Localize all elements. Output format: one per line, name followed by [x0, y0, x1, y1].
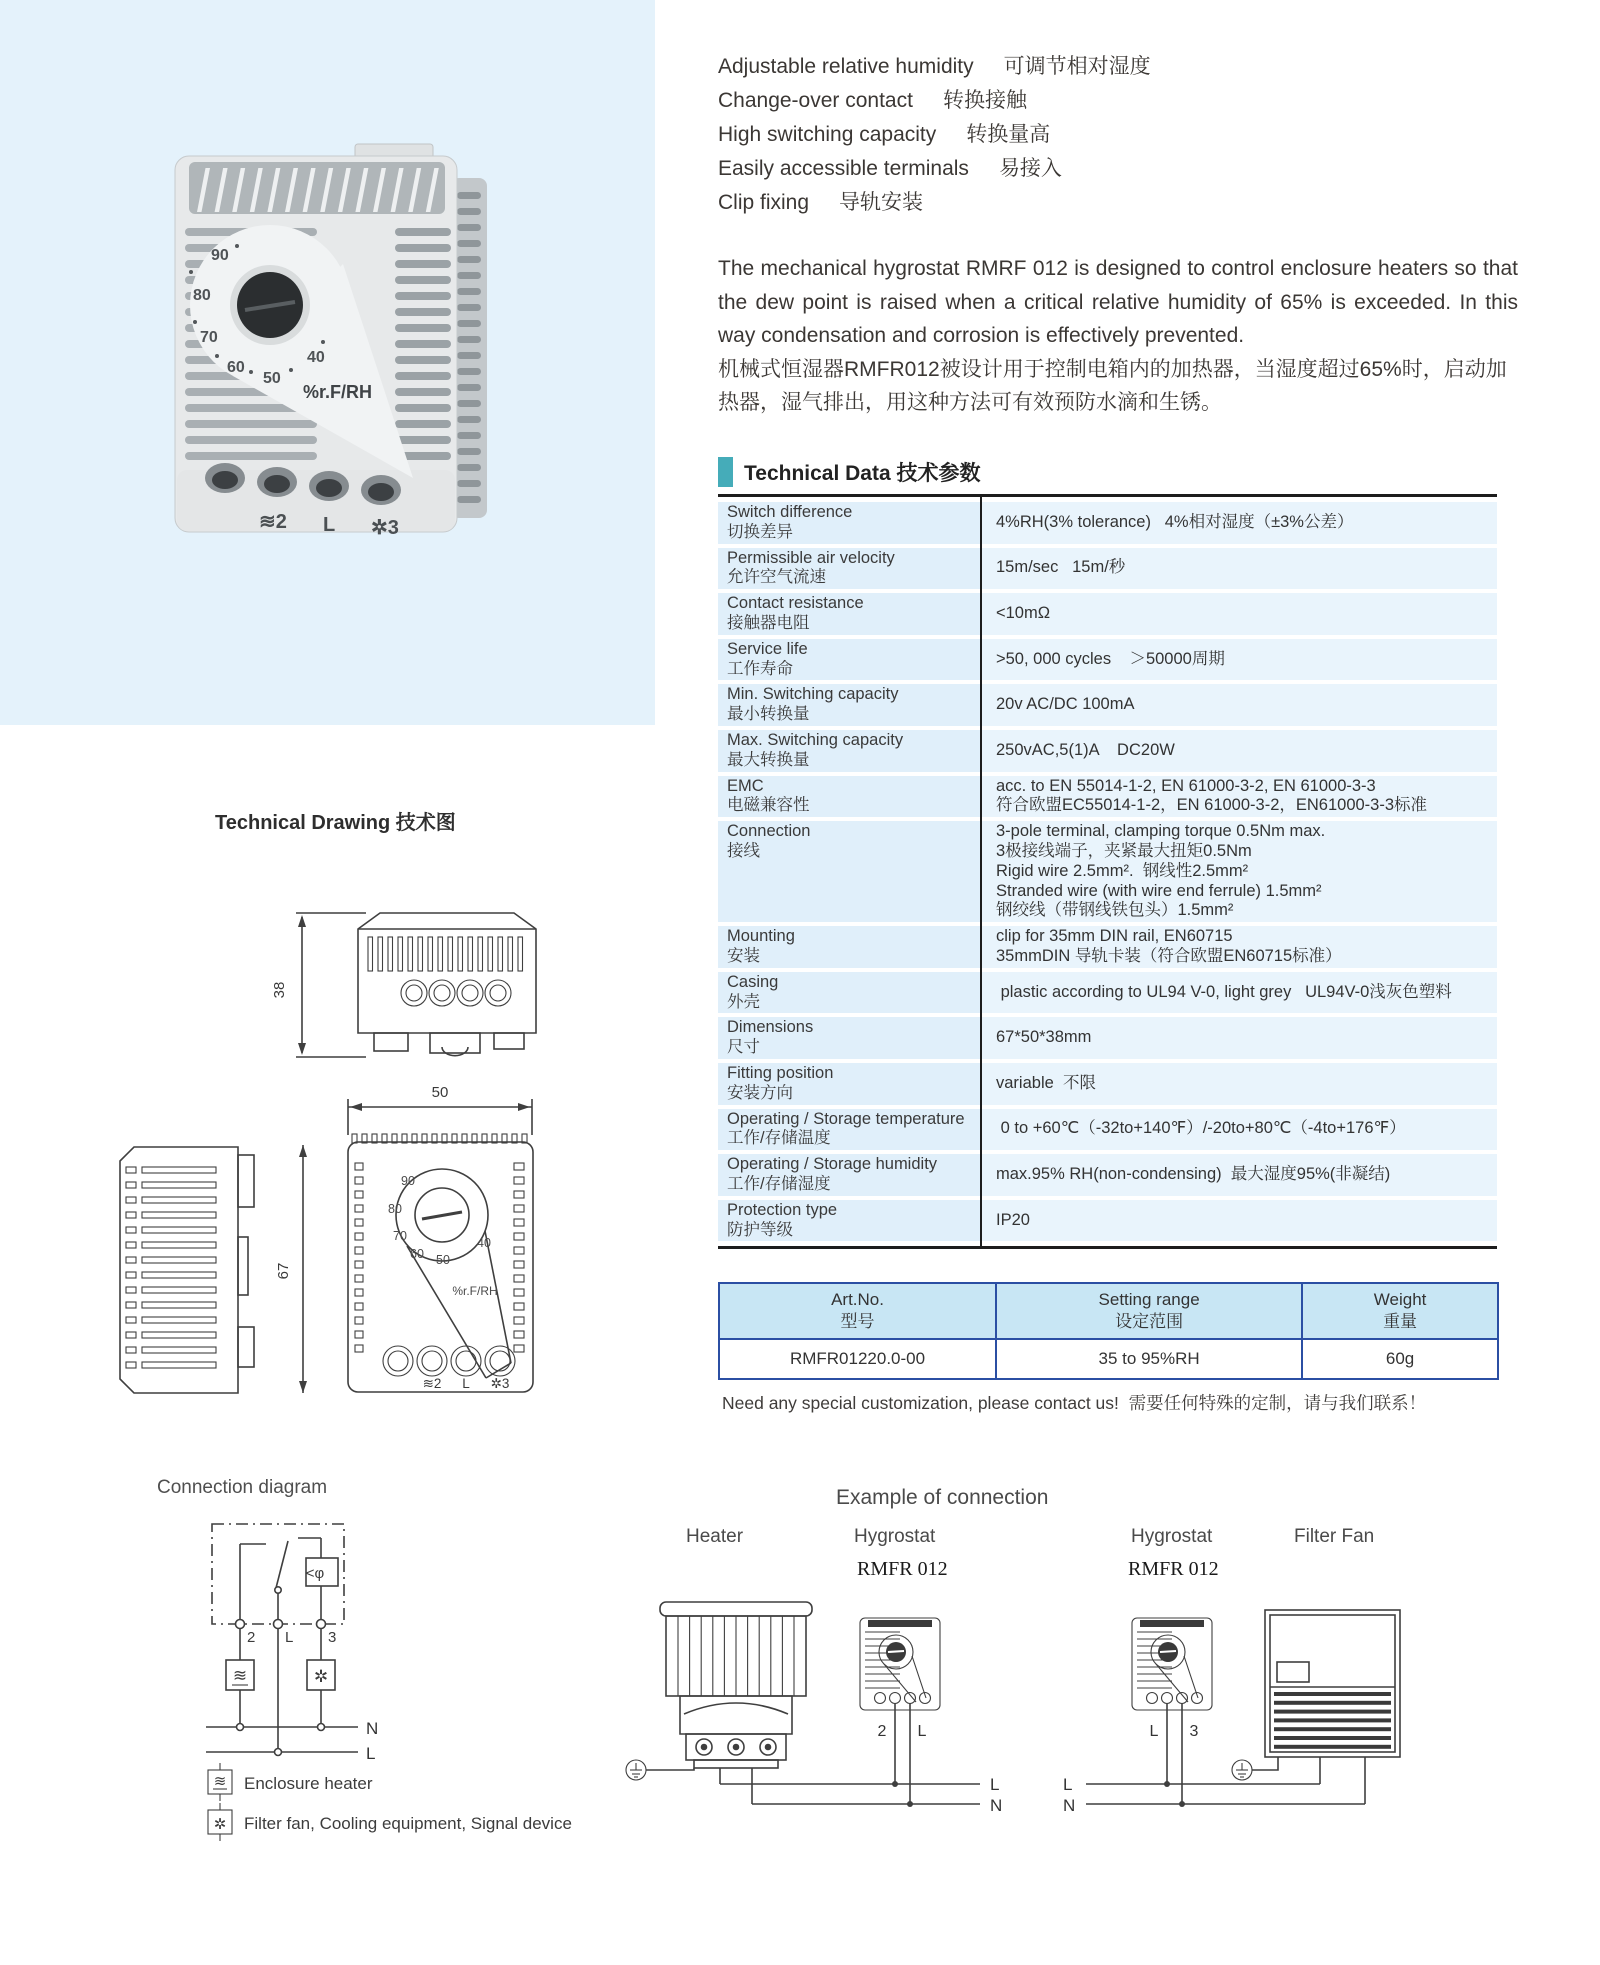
tech-row-value: 3-pole terminal, clamping torque 0.5Nm max. 3极接线端子，夹紧最大扭矩0.5Nm Rigid wire 2.5mm². 钢线性2.5mm² Stranded wire (with wire end ferrule) 1.5mm² 钢绞线（带钢线铁包头）1.5mm²: [980, 821, 1497, 922]
drawing-dial-unit: %r.F/RH: [452, 1284, 498, 1298]
example-hygrostat2-model: RMFR 012: [1128, 1558, 1219, 1580]
tech-row-label: Service life 工作寿命: [718, 639, 980, 681]
feature-item: Easily accessible terminals 易接入: [718, 157, 1062, 180]
example-diagram: [620, 1592, 1500, 1862]
hygrostat1-terminal-l: L: [917, 1723, 927, 1740]
terminal-label-2: 2: [247, 1629, 256, 1646]
order-header-cell: Art.No. 型号: [831, 1290, 884, 1331]
photo-top-vent-band: [189, 162, 445, 214]
tech-row-label: Min. Switching capacity 最小转换量: [718, 684, 980, 726]
tech-row-value: acc. to EN 55014-1-2, EN 61000-3-2, EN 61000-3-3 符合欧盟EC55014-1-2，EN 61000-3-2，EN61000-3-3标准: [980, 776, 1497, 818]
order-data-cell: 60g: [1301, 1340, 1497, 1378]
tech-row-value: >50, 000 cycles ＞50000周期: [980, 639, 1497, 681]
order-table: [718, 1282, 1499, 1380]
tech-row-label: Mounting 安装: [718, 926, 980, 968]
description-en: The mechanical hygrostat RMRF 012 is designed to control enclosure heaters so that the dew point is raised when a critical relative humidity of 65% is exceeded. In this way condensation and corrosion is effectively prevented.: [718, 257, 1518, 347]
example-fan-label: Filter Fan: [1294, 1526, 1375, 1547]
connection-diagram: [168, 1508, 598, 1853]
tech-row: [718, 1109, 1497, 1151]
accent-bar: [718, 457, 733, 487]
tech-row-label: EMC 电磁兼容性: [718, 776, 980, 818]
tech-row-value: variable 不限: [980, 1063, 1497, 1105]
tech-row-value: clip for 35mm DIN rail, EN60715 35mmDIN 导轨卡装（符合欧盟EN60715标准）: [980, 926, 1497, 968]
tech-row-value: 250vAC,5(1)A DC20W: [980, 730, 1497, 772]
drawing-terminal-label: ≋2: [422, 1376, 442, 1391]
legend-fan-icon: ✲: [213, 1816, 227, 1833]
tech-row-value: 20v AC/DC 100mA: [980, 684, 1497, 726]
tech-row: [718, 548, 1497, 590]
legend-filter-fan: Filter fan, Cooling equipment, Signal device: [244, 1814, 572, 1833]
humidity-symbol: <φ: [305, 1565, 325, 1582]
photo-dial-number: 50: [263, 370, 281, 387]
feature-item: Adjustable relative humidity 可调节相对湿度: [718, 55, 1151, 78]
drawing-dial-number: 50: [436, 1253, 450, 1267]
technical-data-title: Technical Data 技术参数: [744, 462, 981, 485]
tech-row: [718, 972, 1497, 1014]
photo-dial-unit: %r.F/RH: [303, 382, 373, 402]
photo-terminal-label: ✲3: [371, 517, 399, 539]
tech-row-label: Operating / Storage humidity 工作/存储湿度: [718, 1154, 980, 1196]
feature-item: High switching capacity 转换量高: [718, 123, 1051, 146]
tech-row: [718, 776, 1497, 818]
tech-row: [718, 1017, 1497, 1059]
tech-row-label: Protection type 防护等级: [718, 1200, 980, 1242]
terminal-label-l: L: [285, 1629, 294, 1646]
technical-drawing-title: Technical Drawing 技术图: [215, 812, 456, 834]
line-l-label: L: [366, 1744, 376, 1763]
tech-row-label: Casing 外壳: [718, 972, 980, 1014]
tech-row-label: Connection 接线: [718, 821, 980, 922]
tech-row-label: Fitting position 安装方向: [718, 1063, 980, 1105]
example-title: Example of connection: [836, 1486, 1049, 1509]
tech-row-label: Contact resistance 接触器电阻: [718, 593, 980, 635]
tech-row-value: plastic according to UL94 V-0, light grey UL94V-0浅灰色塑料: [980, 972, 1497, 1014]
dim-height-label: 67: [275, 1262, 292, 1280]
tech-row-value: 67*50*38mm: [980, 1017, 1497, 1059]
photo-dial-number: 80: [193, 287, 211, 304]
product-photo: [155, 100, 500, 550]
terminal-label-3: 3: [328, 1629, 337, 1646]
ground-symbol: [1232, 1760, 1252, 1780]
tech-row: [718, 821, 1497, 922]
order-table-header: [720, 1284, 1497, 1338]
tech-row-label: Dimensions 尺寸: [718, 1017, 980, 1059]
tech-row: [718, 926, 1497, 968]
tech-row-label: Max. Switching capacity 最大转换量: [718, 730, 980, 772]
legend-enclosure-heater: Enclosure heater: [244, 1774, 373, 1793]
heater-device: [660, 1602, 812, 1768]
drawing-dial-number: 90: [401, 1174, 415, 1188]
line-n-label: N: [366, 1719, 379, 1738]
tech-row-value: 4%RH(3% tolerance) 4%相对湿度（±3%公差）: [980, 502, 1497, 544]
photo-dial-number: 40: [307, 349, 325, 366]
technical-data-header: [718, 455, 981, 489]
tech-row-value: max.95% RH(non-condensing) 最大湿度95%(非凝结): [980, 1154, 1497, 1196]
drawing-terminal-label: L: [462, 1376, 470, 1391]
dim-depth-label: 38: [271, 981, 288, 999]
tech-row-label: Switch difference 切换差异: [718, 502, 980, 544]
photo-dial-number: 70: [200, 329, 218, 346]
technical-drawing-front-side: [90, 1075, 560, 1410]
heater-icon: ≋: [232, 1666, 248, 1685]
filter-fan-device: [1265, 1610, 1400, 1757]
legend-heater-icon: ≋: [213, 1773, 227, 1790]
feature-item: Clip fixing 导轨安装: [718, 191, 924, 214]
left-l-label: L: [990, 1775, 1000, 1794]
right-n-label: N: [1063, 1796, 1076, 1815]
order-table-row: [720, 1338, 1497, 1378]
tech-row: [718, 639, 1497, 681]
example-hygrostat2-label: Hygrostat: [1131, 1526, 1213, 1547]
tech-row: [718, 684, 1497, 726]
tech-row-label: Permissible air velocity 允许空气流速: [718, 548, 980, 590]
features-list: [718, 50, 1151, 220]
ground-symbol: [626, 1760, 646, 1780]
tech-row: [718, 730, 1497, 772]
technical-data-table: [718, 494, 1497, 1249]
right-l-label: L: [1063, 1775, 1073, 1794]
hygrostat1-device: [860, 1618, 940, 1710]
customization-note: Need any special customization, please contact us! 需要任何特殊的定制，请与我们联系！: [722, 1393, 1427, 1413]
hygrostat2-terminal-3: 3: [1189, 1723, 1199, 1740]
drawing-dial-number: 70: [393, 1229, 407, 1243]
photo-dial-number: 60: [227, 359, 245, 376]
tech-row: [718, 593, 1497, 635]
drawing-dial-number: 60: [410, 1247, 424, 1261]
photo-terminal-label: ≋2: [259, 511, 287, 533]
hygrostat2-terminal-l: L: [1149, 1723, 1159, 1740]
tech-row: [718, 502, 1497, 544]
technical-drawing-top-view: [262, 885, 562, 1075]
order-header-cell: Weight 重量: [1301, 1284, 1497, 1338]
tech-row-label: Operating / Storage temperature 工作/存储温度: [718, 1109, 980, 1151]
order-header-cell: Setting range 设定范围: [995, 1284, 1301, 1338]
tech-row: [718, 1200, 1497, 1242]
drawing-terminal-label: ✲3: [490, 1376, 510, 1391]
order-data-cell: 35 to 95%RH: [995, 1340, 1301, 1378]
photo-dial-number: 90: [211, 247, 229, 264]
hygrostat2-device: [1132, 1618, 1212, 1710]
example-heater-label: Heater: [686, 1526, 744, 1547]
photo-terminal-label: L: [323, 514, 336, 536]
drawing-dial-number: 80: [388, 1202, 402, 1216]
hygrostat1-terminal-2: 2: [877, 1723, 887, 1740]
tech-row: [718, 1154, 1497, 1196]
connection-diagram-title: Connection diagram: [157, 1477, 328, 1498]
tech-row-value: <10mΩ: [980, 593, 1497, 635]
fan-icon: ✲: [313, 1667, 329, 1686]
drawing-dial-number: 40: [477, 1236, 491, 1250]
feature-item: Change-over contact 转换接触: [718, 89, 1027, 112]
product-description: [718, 252, 1518, 420]
order-data-cell: RMFR01220.0-00: [789, 1349, 926, 1368]
tech-row-value: 15m/sec 15m/秒: [980, 548, 1497, 590]
tech-table-body: [718, 502, 1497, 1241]
tech-row-value: 0 to +60℃（-32to+140℉）/-20to+80℃（-4to+176℉）: [980, 1109, 1497, 1151]
dim-width-label: 50: [431, 1084, 449, 1101]
tech-row: [718, 1063, 1497, 1105]
example-hygrostat1-model: RMFR 012: [857, 1558, 948, 1580]
example-hygrostat1-label: Hygrostat: [854, 1526, 936, 1547]
left-n-label: N: [990, 1796, 1003, 1815]
tech-row-value: IP20: [980, 1200, 1497, 1242]
description-zh: 机械式恒湿器RMFR012被设计用于控制电箱内的加热器，当湿度超过65%时，启动加热器，湿气排出，用这种方法可有效预防水滴和生锈。: [718, 357, 1507, 414]
